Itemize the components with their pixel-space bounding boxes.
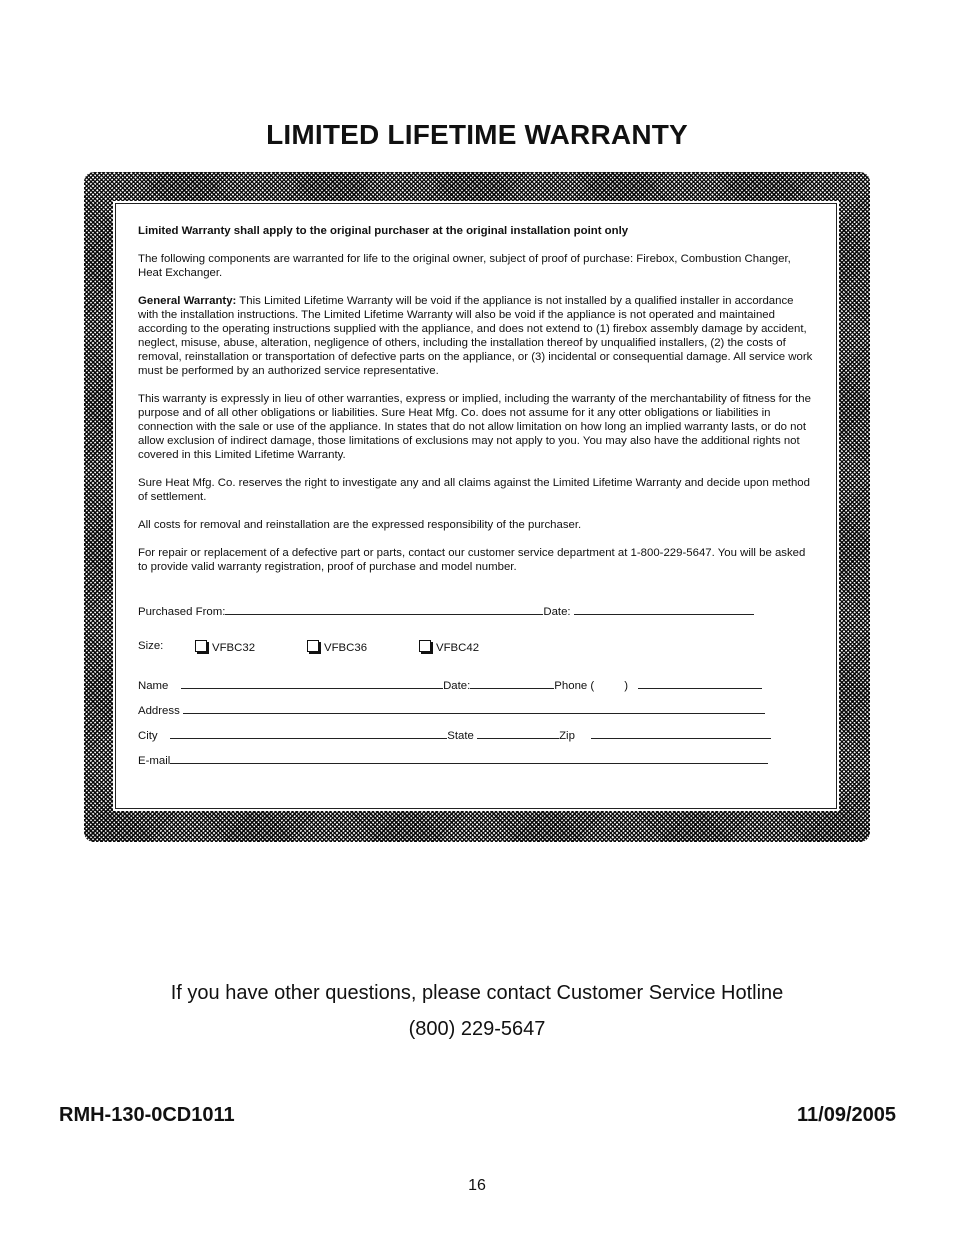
claims-paragraph: Sure Heat Mfg. Co. reserves the right to investigate any and all claims against the Limited Lifetime Warranty and decide upon method of settlement. xyxy=(138,477,810,503)
document-date: 11/09/2005 xyxy=(797,1104,896,1126)
email-label: E-mail xyxy=(138,755,171,767)
name-date-field[interactable] xyxy=(470,677,554,689)
size-row xyxy=(138,640,538,656)
general-warranty-text: This Limited Lifetime Warranty will be void if the appliance is not installed by a qualified installer in accordance with the installation instructions. The Limited Lifetime Warranty will also be void if the appliance is not operated and maintained according to the operating instructions supplied with the appliance, and does not extend to (1) firebox assembly damage by accident, neglect, misuse, abuse, alteration, negligence of others, including the installation thereof by unqualified installers, (2) the costs of removal, reinstallation or transportation of defective parts on the appliance, or (3) incidental or consequential damage. All service work must be performed by an authorized service representative. xyxy=(138,295,813,377)
hotline-text: If you have other questions, please contact Customer Service Hotline xyxy=(170,982,784,1004)
state-label: State xyxy=(447,730,474,742)
phone-label: Phone ( xyxy=(554,680,595,692)
address-field[interactable] xyxy=(183,702,765,714)
phone-close-paren: ) xyxy=(624,680,628,692)
name-label: Name xyxy=(138,680,169,692)
city-label: City xyxy=(138,730,158,742)
warranty-heading: Limited Warranty shall apply to the original purchaser at the original installation point only xyxy=(138,225,629,237)
zip-label: Zip xyxy=(559,730,575,742)
checkbox-icon[interactable] xyxy=(195,640,207,652)
purchased-from-label: Purchased From: xyxy=(138,606,226,618)
city-row xyxy=(138,727,771,742)
certificate-text xyxy=(138,224,816,588)
purchase-date-label: Date: xyxy=(543,606,571,618)
size-option-vfbc36[interactable]: VFBC36 xyxy=(307,640,367,654)
page-number: 16 xyxy=(468,1177,486,1194)
purchase-date-field[interactable] xyxy=(574,603,754,615)
hotline-number: (800) 229-5647 xyxy=(408,1018,546,1040)
size-option-vfbc42[interactable]: VFBC42 xyxy=(419,640,479,654)
email-field[interactable] xyxy=(170,752,768,764)
checkbox-icon[interactable] xyxy=(419,640,431,652)
city-field[interactable] xyxy=(170,727,447,739)
name-date-label: Date: xyxy=(443,680,471,692)
general-warranty-paragraph xyxy=(138,294,816,378)
disclaimer-paragraph: This warranty is expressly in lieu of other warranties, express or implied, including the warranty of the merchantability of fitness for the purpose and of all other obligations or liabilities. Sure Heat Mfg. Co. does not assume for it any otter obligations or liabilities in connection with the sale or use of the appliance. In states that do not allow limitation on how long an implied warranty lasts, or do not allow exclusion of indirect damage, those limitations of exclusions may not apply to you. You may also have the additional rights not covered in this Limited Lifetime Warranty. xyxy=(138,393,811,461)
contact-paragraph: For repair or replacement of a defective part or parts, contact our customer service department at 1-800-229-5647. You will be asked to provide valid warranty registration, proof of purchase and model number. xyxy=(138,547,806,573)
purchased-from-row xyxy=(138,603,754,618)
name-row xyxy=(138,677,762,692)
general-warranty-label: General Warranty: xyxy=(138,295,237,307)
state-field[interactable] xyxy=(477,727,559,739)
document-code: RMH-130-0CD1011 xyxy=(59,1104,235,1126)
covered-components-paragraph: The following components are warranted for life to the original owner, subject of proof of purchase: Firebox, Combustion Changer, Heat Exchanger. xyxy=(138,253,791,279)
phone-field[interactable] xyxy=(638,677,762,689)
size-label: Size: xyxy=(138,640,164,652)
address-label: Address xyxy=(138,705,180,717)
purchased-from-field[interactable] xyxy=(225,603,543,615)
checkbox-icon[interactable] xyxy=(307,640,319,652)
page-title: LIMITED LIFETIME WARRANTY xyxy=(266,119,688,150)
name-field[interactable] xyxy=(181,677,443,689)
costs-paragraph: All costs for removal and reinstallation are the expressed responsibility of the purchaser. xyxy=(138,519,582,531)
size-option-vfbc32[interactable]: VFBC32 xyxy=(195,640,255,654)
address-row xyxy=(138,702,765,717)
zip-field[interactable] xyxy=(591,727,771,739)
email-row xyxy=(138,752,768,767)
